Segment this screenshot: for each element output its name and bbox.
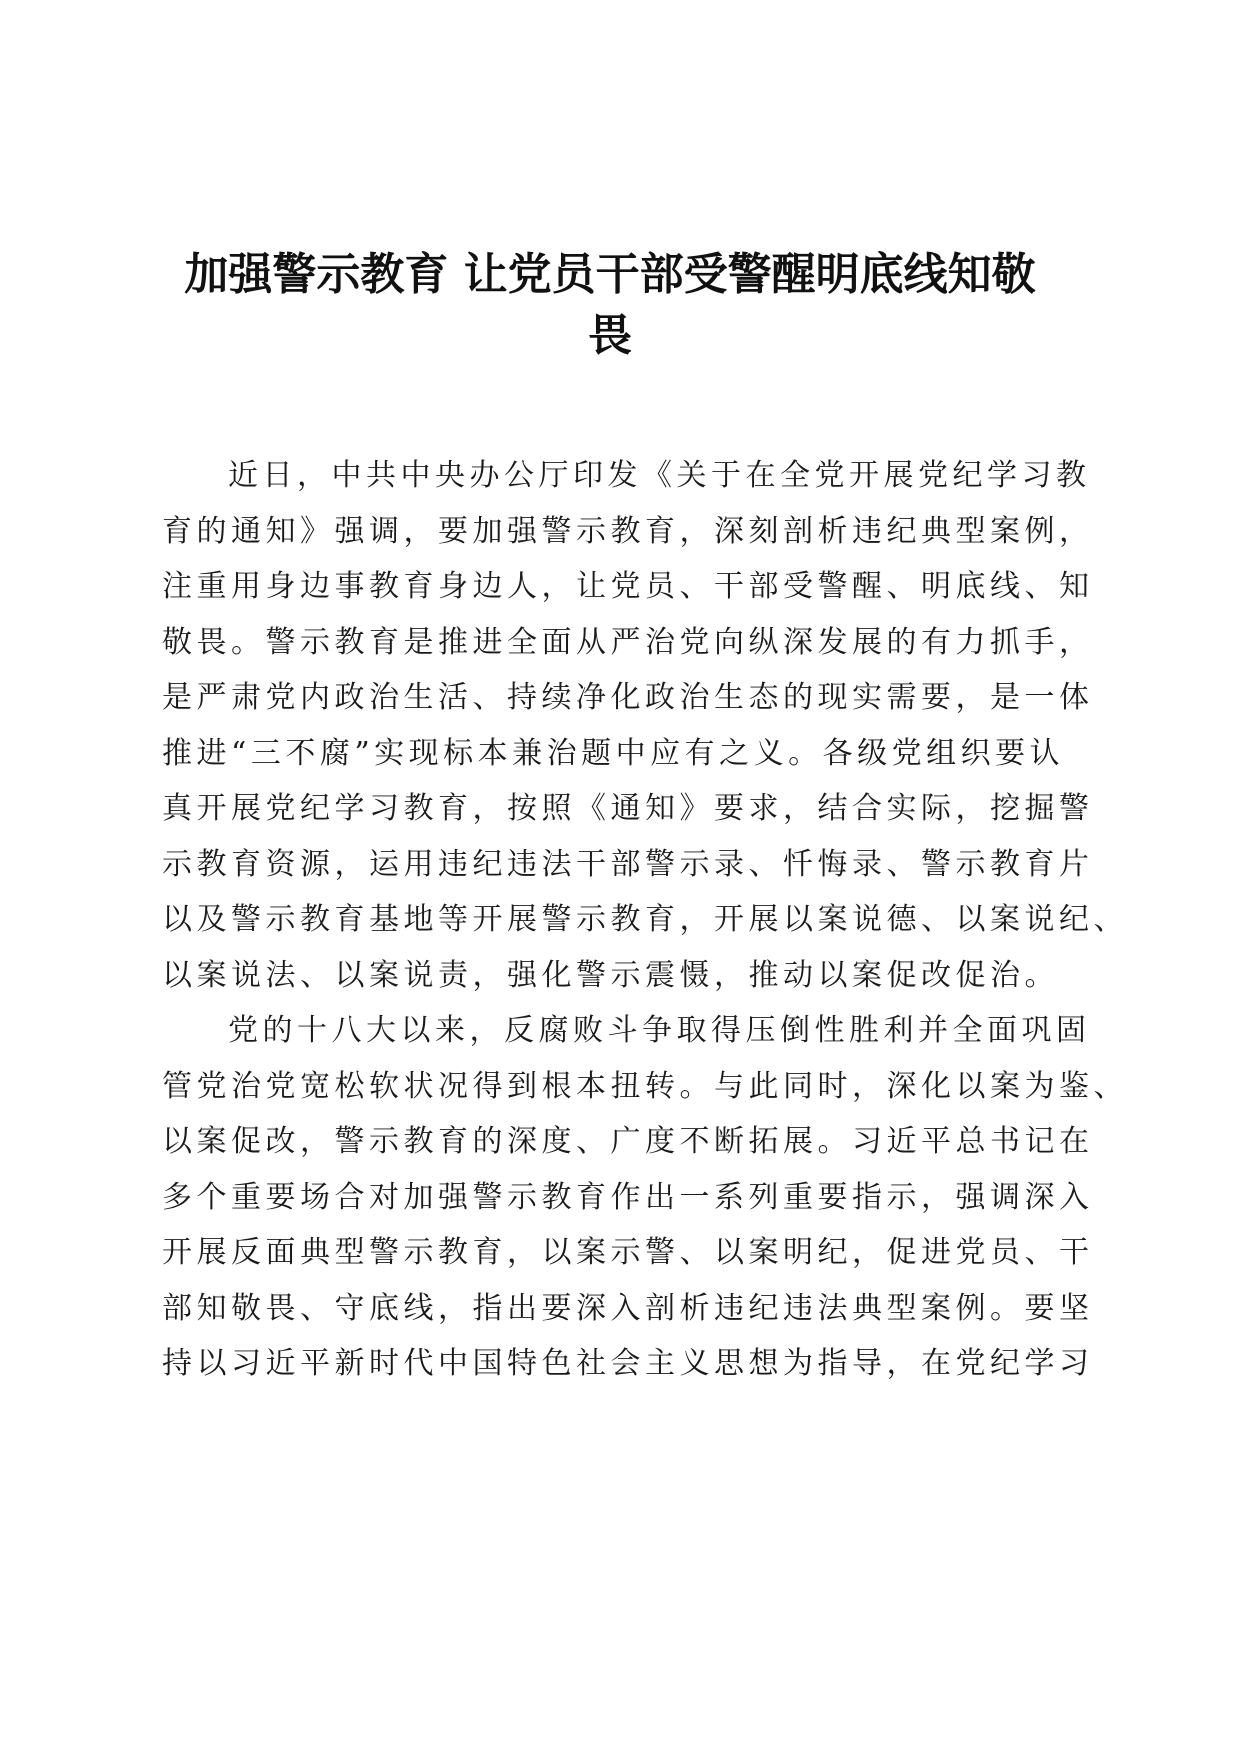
text-line: 开展反面典型警示教育，以案示警、以案明纪，促进党员、干 — [162, 1235, 1094, 1270]
paragraph-1 — [162, 448, 1128, 1003]
title-line: 加强警示教育 让党员干部受警醒明底线知敬 — [184, 249, 1036, 300]
text-line: 推进“三不腐”实现标本兼治题中应有之义。各级党组织要认 — [162, 735, 1065, 771]
text-line: 以及警示教育基地等开展警示教育，开展以案说德、以案说纪、 — [162, 902, 1128, 937]
text-line: 持以习近平新时代中国特色社会主义思想为指导，在党纪学习 — [162, 1346, 1094, 1381]
text-line: 党的十八大以来，反腐败斗争取得压倒性胜利并全面巩固 — [228, 1013, 1091, 1048]
text-line: 以案促改，警示教育的深度、广度不断拓展。习近平总书记在 — [162, 1124, 1094, 1159]
text-line: 真开展党纪学习教育，按照《通知》要求，结合实际，挖掘警 — [162, 791, 1094, 826]
text-line: 敬畏。警示教育是推进全面从严治党向纵深发展的有力抓手， — [162, 624, 1094, 660]
text-line: 以案说法、以案说责，强化警示震慑，推动以案促改促治。 — [162, 957, 1059, 993]
paragraph-2 — [162, 1003, 1128, 1392]
text-line: 注重用身边事教育身边人，让党员、干部受警醒、明底线、知 — [162, 569, 1094, 604]
text-line: 是严肃党内政治生活、持续净化政治生态的现实需要，是一体 — [162, 680, 1094, 715]
article-title — [150, 244, 1070, 366]
text-line: 示教育资源，运用违纪违法干部警示录、忏悔录、警示教育片 — [162, 846, 1094, 882]
text-line: 部知敬畏、守底线，指出要深入剖析违纪违法典型案例。要坚 — [162, 1290, 1094, 1326]
text-line: 多个重要场合对加强警示教育作出一系列重要指示，强调深入 — [162, 1179, 1094, 1215]
article-body — [162, 448, 1128, 1392]
text-line: 管党治党宽松软状况得到根本扭转。与此同时，深化以案为鉴、 — [162, 1068, 1128, 1104]
title-line: 畏 — [588, 310, 632, 361]
text-line: 近日，中共中央办公厅印发《关于在全党开展党纪学习教 — [228, 458, 1091, 493]
text-line: 育的通知》强调，要加强警示教育，深刻剖析违纪典型案例， — [162, 513, 1094, 549]
